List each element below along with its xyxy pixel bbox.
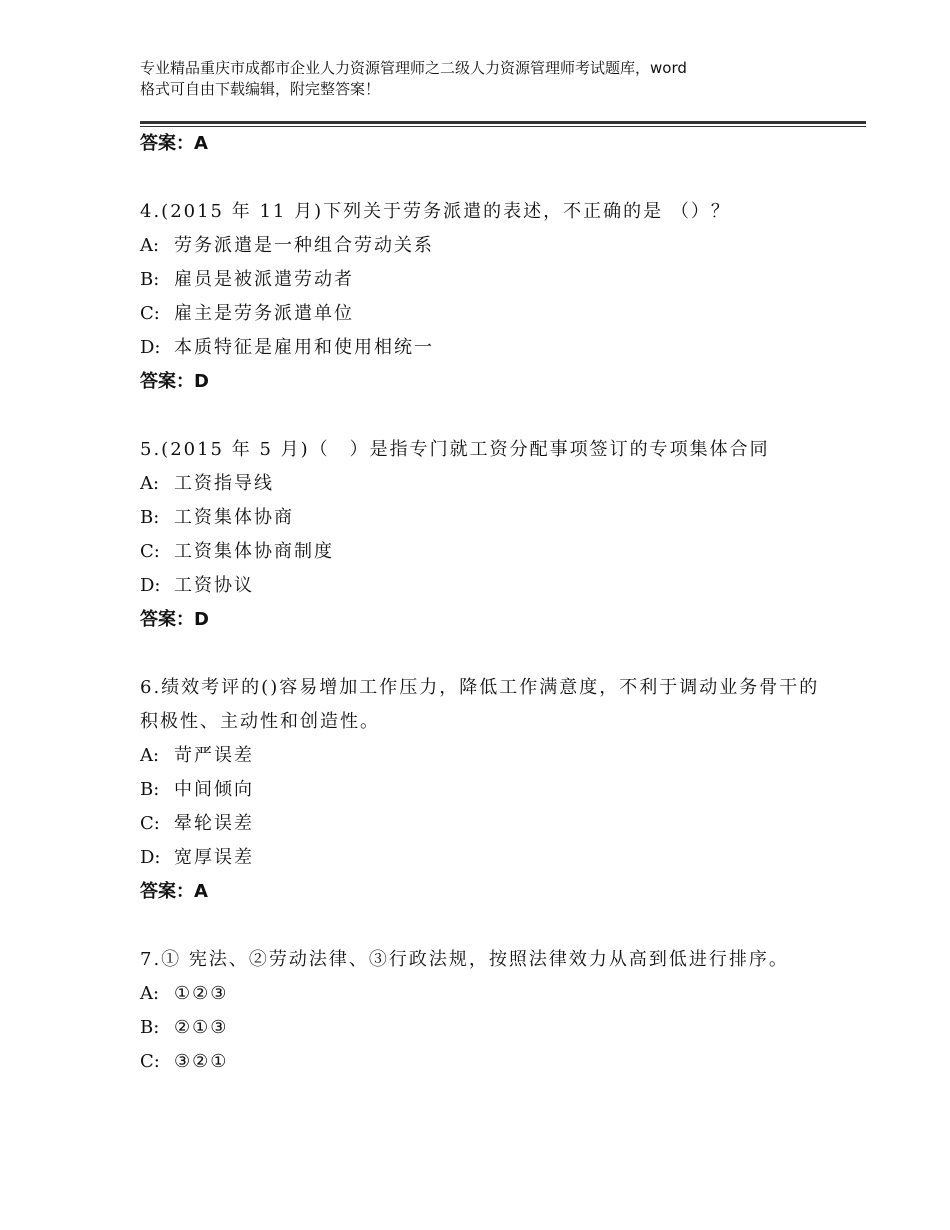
option-text: 工资集体协商制度 bbox=[174, 541, 334, 562]
answer-label: 答案： bbox=[140, 371, 194, 392]
option-letter: C: bbox=[140, 541, 160, 562]
option-text: 本质特征是雇用和使用相统一 bbox=[174, 337, 434, 358]
option-item bbox=[140, 467, 820, 501]
option-text: 宽厚误差 bbox=[174, 847, 254, 868]
answer-line bbox=[140, 127, 820, 161]
option-item bbox=[140, 331, 820, 365]
option-text: ②①③ bbox=[174, 1017, 229, 1038]
header-line-2: 格式可自由下载编辑，附完整答案！ bbox=[140, 80, 381, 98]
option-letter: D: bbox=[140, 337, 161, 358]
option-item bbox=[140, 229, 820, 263]
option-text: 工资集体协商 bbox=[174, 507, 294, 528]
option-item bbox=[140, 501, 820, 535]
answer-value: D bbox=[194, 371, 209, 392]
answer-line bbox=[140, 603, 820, 637]
option-text: 中间倾向 bbox=[174, 779, 254, 800]
option-letter: A: bbox=[140, 983, 160, 1004]
answer-label: 答案： bbox=[140, 133, 194, 154]
option-letter: B: bbox=[140, 1017, 160, 1038]
answer-value: D bbox=[194, 609, 209, 630]
option-letter: C: bbox=[140, 813, 160, 834]
option-item bbox=[140, 1011, 820, 1045]
option-letter: B: bbox=[140, 779, 160, 800]
answer-line bbox=[140, 365, 820, 399]
answer-value: A bbox=[194, 133, 208, 154]
header-line-1: 专业精品重庆市成都市企业人力资源管理师之二级人力资源管理师考试题库，word bbox=[140, 59, 687, 77]
option-letter: A: bbox=[140, 235, 160, 256]
option-item bbox=[140, 1045, 820, 1079]
option-item bbox=[140, 807, 820, 841]
question-stem: 5.(2015 年 5 月)（ ）是指专门就工资分配事项签订的专项集体合同 bbox=[140, 439, 770, 460]
option-item bbox=[140, 977, 820, 1011]
option-item bbox=[140, 535, 820, 569]
question-stem: 7.① 宪法、②劳动法律、③行政法规，按照法律效力从高到低进行排序。 bbox=[140, 949, 789, 970]
option-letter: C: bbox=[140, 303, 160, 324]
option-letter: C: bbox=[140, 1051, 160, 1072]
option-text: 雇主是劳务派遣单位 bbox=[174, 303, 354, 324]
question-stem: 6.绩效考评的()容易增加工作压力，降低工作满意度，不利于调动业务骨干的积极性、主动性和创造性。 bbox=[140, 677, 820, 732]
option-item bbox=[140, 841, 820, 875]
option-text: 晕轮误差 bbox=[174, 813, 254, 834]
option-text: 苛严误差 bbox=[174, 745, 254, 766]
document-header bbox=[140, 58, 840, 100]
option-letter: A: bbox=[140, 745, 160, 766]
answer-label: 答案： bbox=[140, 881, 194, 902]
option-text: ③②① bbox=[174, 1051, 229, 1072]
question-stem: 4.(2015 年 11 月)下列关于劳务派遣的表述，不正确的是 （）？ bbox=[140, 201, 731, 222]
option-item bbox=[140, 263, 820, 297]
option-letter: B: bbox=[140, 507, 160, 528]
question-list bbox=[140, 127, 820, 1079]
answer-label: 答案： bbox=[140, 609, 194, 630]
option-letter: D: bbox=[140, 575, 161, 596]
option-text: ①②③ bbox=[174, 983, 229, 1004]
option-item bbox=[140, 739, 820, 773]
header-rule-thick bbox=[140, 121, 866, 124]
answer-value: A bbox=[194, 881, 208, 902]
option-letter: D: bbox=[140, 847, 161, 868]
option-text: 劳务派遣是一种组合劳动关系 bbox=[174, 235, 434, 256]
option-text: 工资指导线 bbox=[174, 473, 274, 494]
option-text: 雇员是被派遣劳动者 bbox=[174, 269, 354, 290]
option-letter: A: bbox=[140, 473, 160, 494]
option-letter: B: bbox=[140, 269, 160, 290]
option-text: 工资协议 bbox=[174, 575, 254, 596]
option-item bbox=[140, 297, 820, 331]
option-item bbox=[140, 569, 820, 603]
answer-line bbox=[140, 875, 820, 909]
option-item bbox=[140, 773, 820, 807]
